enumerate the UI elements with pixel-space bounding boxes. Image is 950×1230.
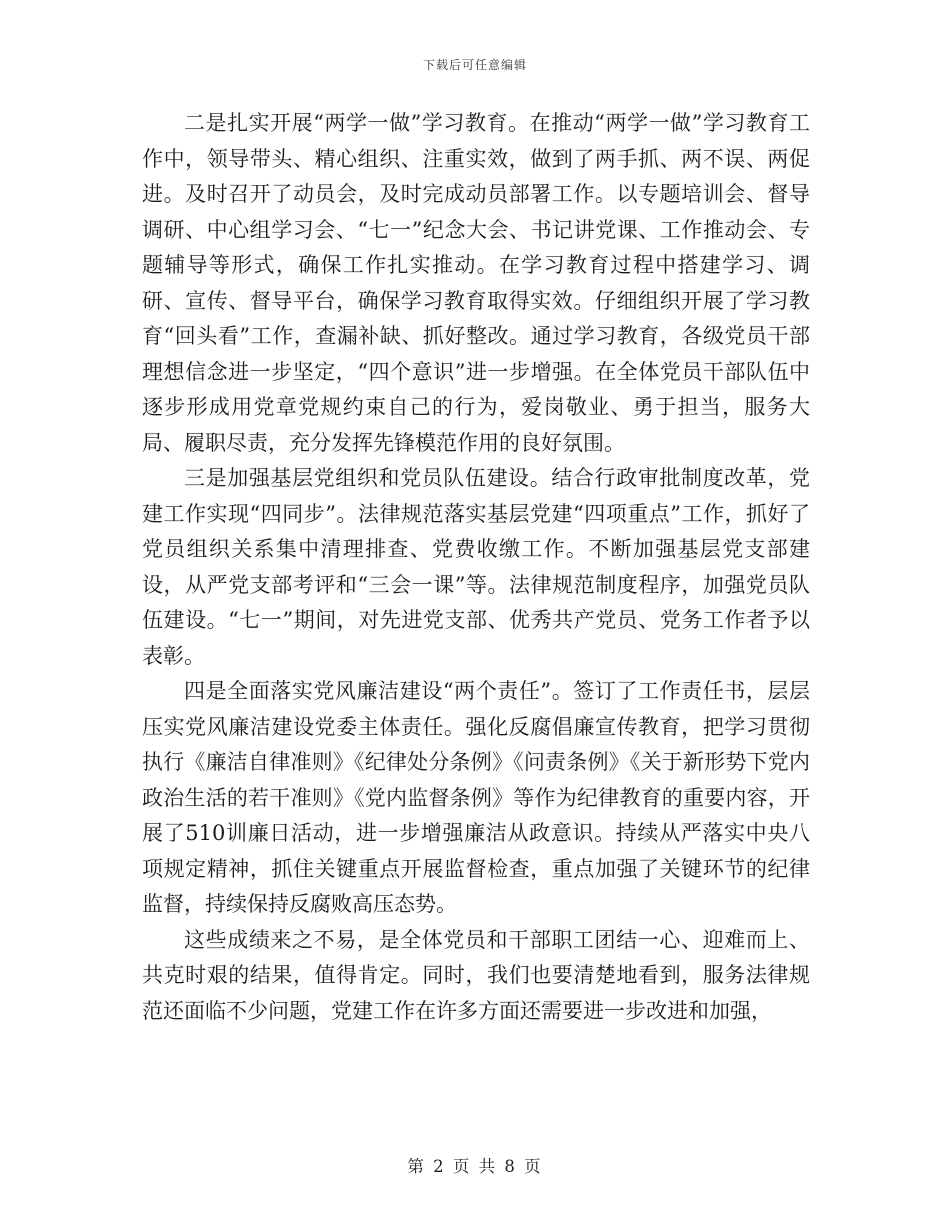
paragraph-integrity-responsibility: 四是全面落实党风廉洁建设“两个责任”。签订了工作责任书，层层压实党风廉洁建设党委主体责任。强化反腐倡廉宣传教育，把学习贯彻执行《廉洁自律准则》《纪律处分条例》《问责条例》《关于新形势下党内政治生活的若干准则》《党内监督条例》等作为纪律教育的重要内容，开展了510训廉日活动，进一步增强廉洁从政意识。持续从严落实中央八项规定精神，抓住关键重点开展监督检查，重点加强了关键环节的纪律监督，持续保持反腐败高压态势。 xyxy=(142,679,810,916)
page-number-footer: 第 2 页 共 8 页 xyxy=(407,1157,543,1176)
paragraph-achievements-summary: 这些成绩来之不易，是全体党员和干部职工团结一心、迎难而上、共克时艰的结果，值得肯定。同时，我们也要清楚地看到，服务法律规范还面临不少问题，党建工作在许多方面还需要进一步改进和加强， xyxy=(142,927,810,1023)
paragraph-grassroots-party-building: 三是加强基层党组织和党员队伍建设。结合行政审批制度改革，党建工作实现“四同步”。法律规范落实基层党建“四项重点”工作，抓好了党员组织关系集中清理排查、党费收缴工作。不断加强基层党支部建设，从严党支部考评和“三会一课”等。法律规范制度程序，加强党员队伍建设。“七一”期间，对先进党支部、优秀共产党员、党务工作者予以表彰。 xyxy=(142,466,810,668)
paragraph-two-study-one-do: 二是扎实开展“两学一做”学习教育。在推动“两学一做”学习教育工作中，领导带头、精心组织、注重实效，做到了两手抓、两不误、两促进。及时召开了动员会，及时完成动员部署工作。以专题培训会、督导调研、中心组学习会、“七一”纪念大会、书记讲党课、工作推动会、专题辅导等形式，确保工作扎实推动。在学习教育过程中搭建学习、调研、宣传、督导平台，确保学习教育取得实效。仔细组织开展了学习教育“回头看”工作，查漏补缺、抓好整改。通过学习教育，各级党员干部理想信念进一步坚定，“四个意识”进一步增强。在全体党员干部队伍中逐步形成用党章党规约束自己的行为，爱岗敬业、勇于担当，服务大局、履职尽责，充分发挥先锋模范作用的良好氛围。 xyxy=(142,111,810,455)
document-body xyxy=(142,106,810,1029)
page-header-note: 下载后可任意编辑 xyxy=(422,58,527,72)
